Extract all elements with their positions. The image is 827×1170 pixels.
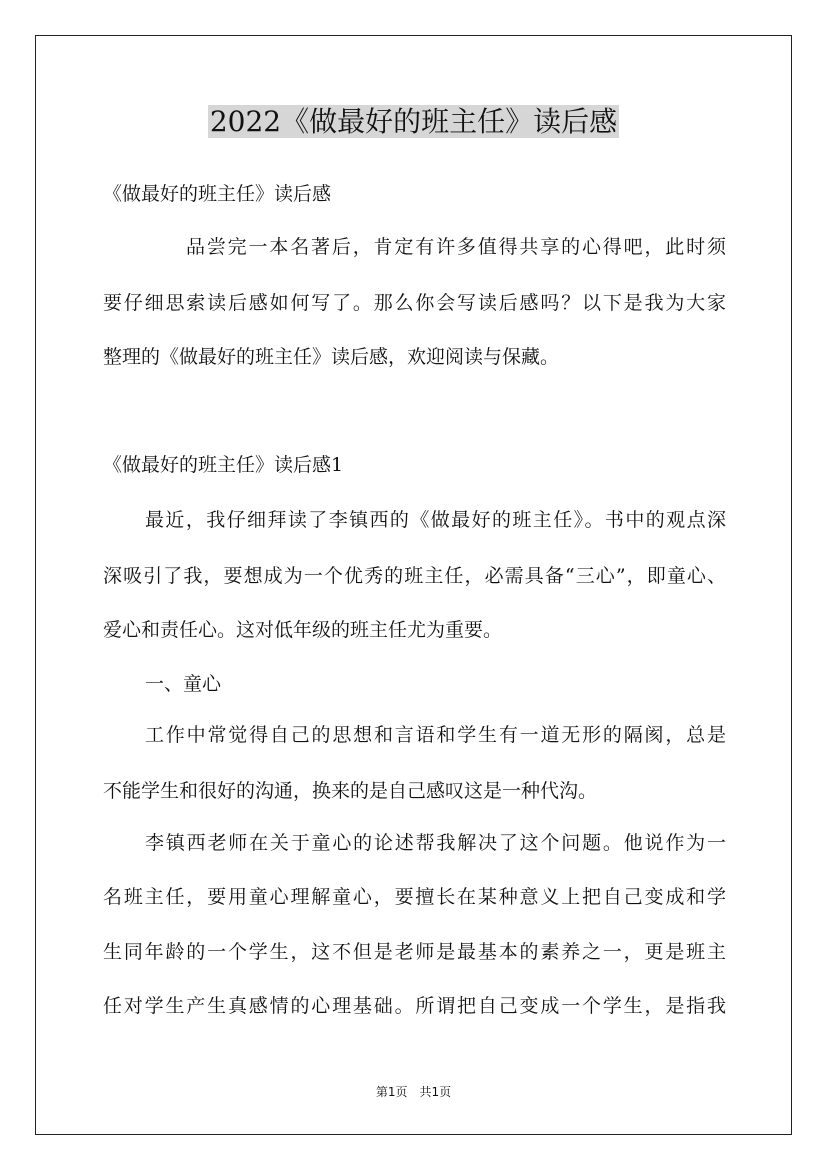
paragraph1-line-3: 爱心和责任心。这对低年级的班主任尤为重要。	[103, 619, 503, 641]
document-title: 2022《做最好的班主任》读后感	[209, 105, 618, 138]
paragraph1-line-2: 深吸引了我，要想成为一个优秀的班主任，必需具备“三心”，即童心、	[103, 565, 726, 587]
paragraph3-line-4: 任对学生产生真感情的心理基础。所谓把自己变成一个学生，是指我	[103, 995, 726, 1017]
intro-line-3: 整理的《做最好的班主任》读后感，欢迎阅读与保藏。	[103, 346, 560, 368]
paragraph3-line-1: 李镇西老师在关于童心的论述帮我解决了这个问题。他说作为一	[145, 832, 726, 854]
paragraph2-line-2: 不能学生和很好的沟通，换来的是自己感叹这是一种代沟。	[103, 780, 598, 802]
paragraph1-line-1: 最近，我仔细拜读了李镇西的《做最好的班主任》。书中的观点深	[145, 509, 726, 531]
intro-line-2: 要仔细思索读后感如何写了。那么你会写读后感吗？以下是我为大家	[103, 292, 726, 314]
document-title-wrap	[0, 102, 827, 142]
paragraph3-line-2: 名班主任，要用童心理解童心，要擅长在某种意义上把自己变成和学	[103, 886, 726, 908]
intro-line-1: 品尝完一本名著后，肯定有许多值得共享的心得吧，此时须	[186, 236, 726, 258]
paragraph3-line-3: 生同年龄的一个学生，这不但是老师是最基本的素养之一，更是班主	[103, 941, 726, 963]
subtitle: 《做最好的班主任》读后感	[103, 183, 332, 205]
page-footer: 第1页 共1页	[375, 1085, 452, 1099]
section-heading: 《做最好的班主任》读后感1	[103, 454, 344, 476]
subheading: 一、童心	[145, 673, 222, 695]
paragraph2-line-1: 工作中常觉得自己的思想和言语和学生有一道无形的隔阂，总是	[145, 724, 726, 746]
